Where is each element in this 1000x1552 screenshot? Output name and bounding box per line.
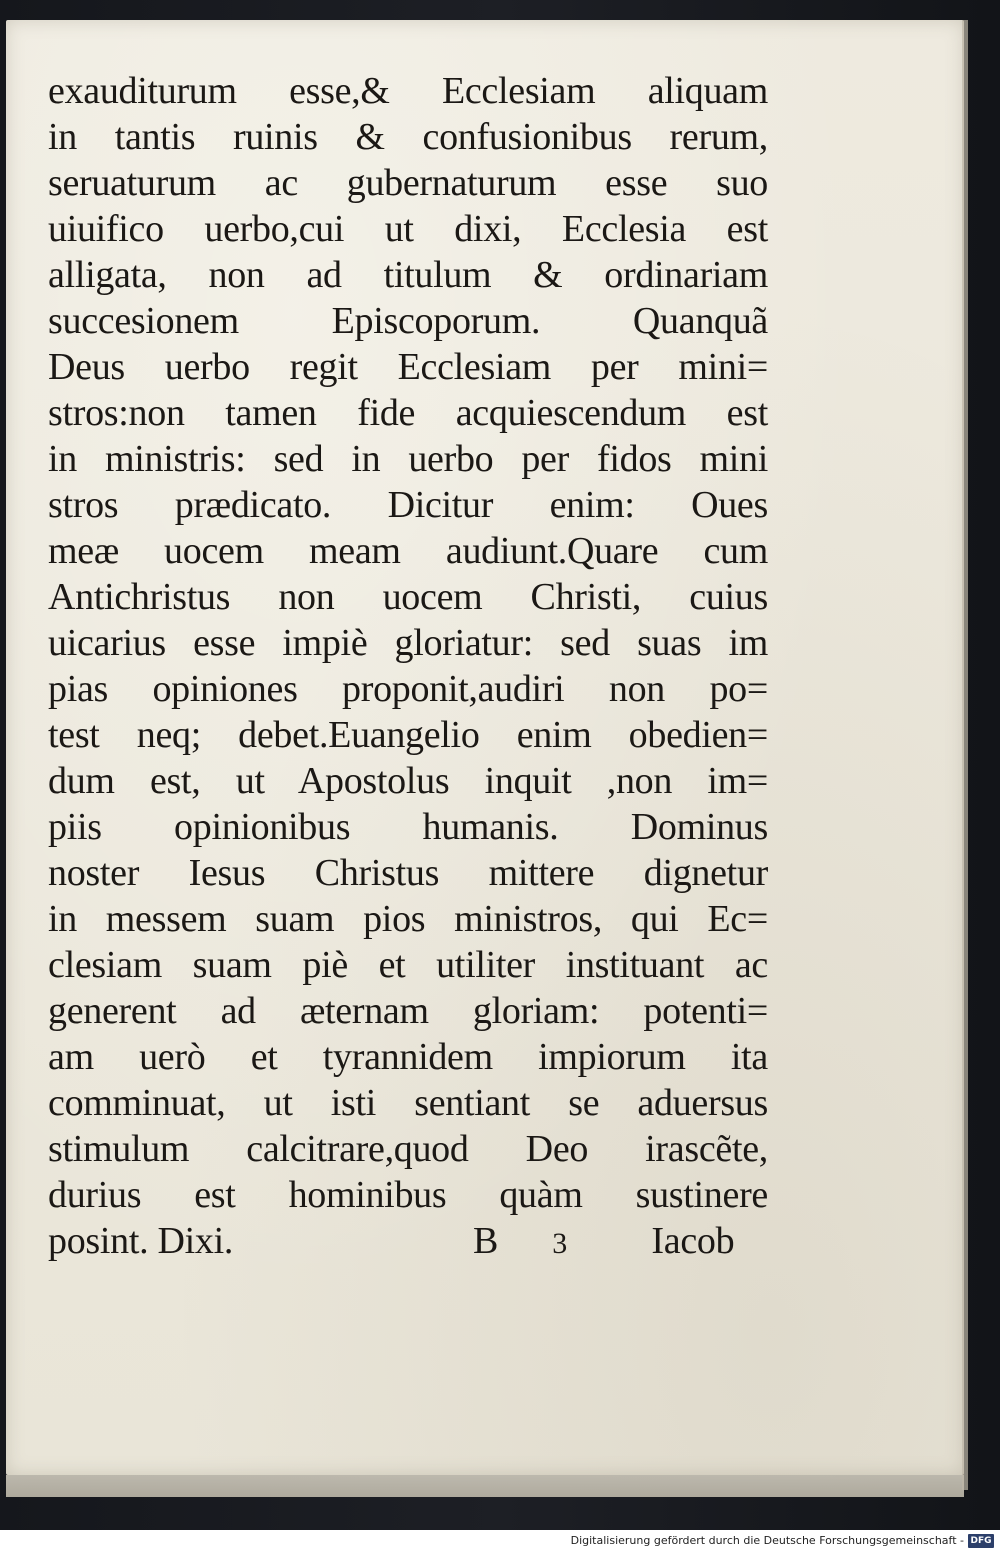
- closing-text: posint. Dixi.: [48, 1220, 234, 1262]
- body-text: [48, 68, 768, 1264]
- text-line: succesionem Episcoporum. Quanquã: [48, 300, 768, 342]
- text-line: durius est hominibus quàm sustinere: [48, 1174, 768, 1216]
- text-line: stimulum calcitrare,quod Deo irascẽte,: [48, 1128, 768, 1170]
- text-line: Deus uerbo regit Ecclesiam per mini=: [48, 346, 768, 388]
- text-line: generent ad æternam gloriam: potenti=: [48, 990, 768, 1032]
- signature-number: 3: [552, 1227, 567, 1260]
- page-edge-bottom: [6, 1475, 964, 1497]
- text-line: am uerò et tyrannidem impiorum ita: [48, 1036, 768, 1078]
- closing-line: [48, 1218, 768, 1264]
- text-line: seruaturum ac gubernaturum esse suo: [48, 162, 768, 204]
- text-line: stros:non tamen fide acquiescendum est: [48, 392, 768, 434]
- text-line: Antichristus non uocem Christi, cuius: [48, 576, 768, 618]
- text-line: in messem suam pios ministros, qui Ec=: [48, 898, 768, 940]
- text-line: dum est, ut Apostolus inquit ,non im=: [48, 760, 768, 802]
- text-line: clesiam suam piè et utiliter instituant ac: [48, 944, 768, 986]
- signature-letter: B: [473, 1220, 499, 1262]
- text-line: piis opinionibus humanis. Dominus: [48, 806, 768, 848]
- text-line: noster Iesus Christus mittere dignetur: [48, 852, 768, 894]
- footer-credit: Digitalisierung gefördert durch die Deutsche Forschungsgemeinschaft -: [570, 1534, 964, 1547]
- dfg-logo-icon: DFG: [968, 1534, 994, 1548]
- text-line: meæ uocem meam audiunt.Quare cum: [48, 530, 768, 572]
- text-line: uiuifico uerbo,cui ut dixi, Ecclesia est: [48, 208, 768, 250]
- signature-mark: [473, 1218, 734, 1264]
- text-line: stros prædicato. Dicitur enim: Oues: [48, 484, 768, 526]
- text-line: comminuat, ut isti sentiant se aduersus: [48, 1082, 768, 1124]
- text-line: in ministris: sed in uerbo per fidos mini: [48, 438, 768, 480]
- page-edge-right: [962, 20, 968, 1490]
- text-line: alligata, non ad titulum & ordinariam: [48, 254, 768, 296]
- text-line: exauditurum esse,& Ecclesiam aliquam: [48, 70, 768, 112]
- text-line: test neq; debet.Euangelio enim obedien=: [48, 714, 768, 756]
- text-line: in tantis ruinis & confusionibus rerum,: [48, 116, 768, 158]
- footer-bar: [0, 1530, 1000, 1552]
- text-line: pias opiniones proponit,audiri non po=: [48, 668, 768, 710]
- catchword: Iacob: [651, 1220, 735, 1262]
- text-line: uicarius esse impiè gloriatur: sed suas im: [48, 622, 768, 664]
